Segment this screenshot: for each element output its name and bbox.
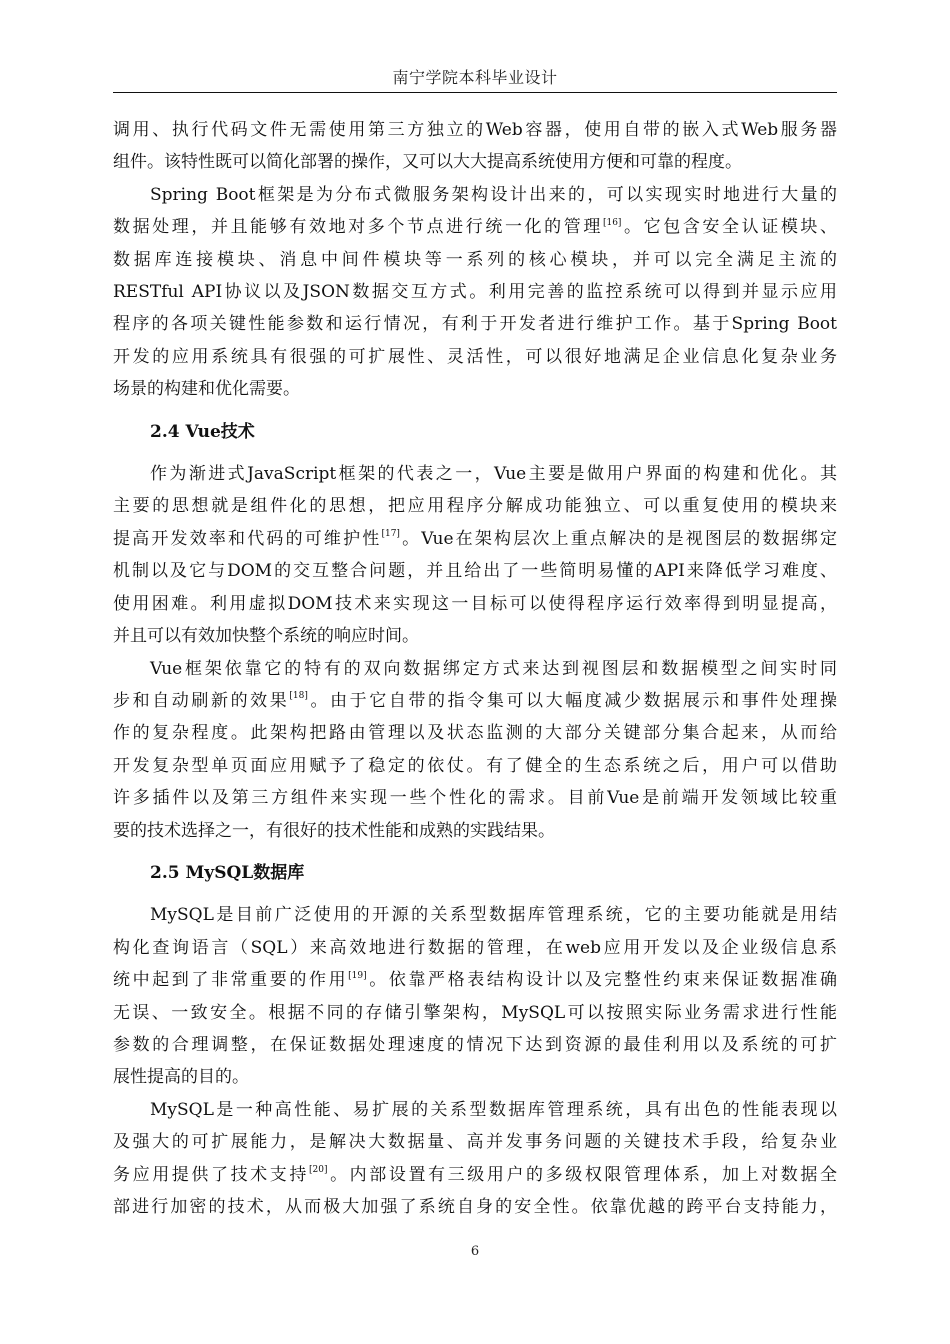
header-rule (113, 92, 837, 93)
section-heading-vue: 2.4 Vue技术 (150, 421, 255, 442)
section-heading-mysql: 2.5 MySQL数据库 (150, 862, 305, 883)
paragraph-mysql-intro (113, 899, 837, 1093)
text-line: 场景的构建和优化需要。 (113, 379, 300, 400)
text-line: 构化查询语言（SQL）来高效地进行数据的管理，在web应用开发以及企业级信息系 (113, 937, 837, 958)
text-line: 数据库连接模块、消息中间件模块等一系列的核心模块，并可以完全满足主流的 (113, 249, 837, 270)
text-line: 统中起到了非常重要的作用[19]。依靠严格表结构设计以及完整性约束来保证数据准确 (113, 970, 837, 991)
text-line: 展性提高的目的。 (113, 1067, 249, 1088)
running-header: 南宁学院本科毕业设计 (392, 68, 558, 87)
text-line: 组件。该特性既可以简化部署的操作，又可以大大提高系统使用方便和可靠的程度。 (113, 152, 742, 173)
paragraph-vue-intro (113, 458, 837, 652)
paragraph-mysql-performance (113, 1094, 837, 1224)
text-line: MySQL是一种高性能、易扩展的关系型数据库管理系统，具有出色的性能表现以 (150, 1099, 837, 1120)
text-line: 调用、执行代码文件无需使用第三方独立的Web容器，使用自带的嵌入式Web服务器 (113, 120, 837, 140)
paragraph-web-container (113, 114, 837, 179)
text-line: 程序的各项关键性能参数和运行情况，有利于开发者进行维护工作。基于Spring Boot (113, 314, 837, 335)
text-line: 数据处理，并且能够有效地对多个节点进行统一化的管理[16]。它包含安全认证模块、 (113, 217, 838, 238)
text-line: Spring Boot框架是为分布式微服务架构设计出来的，可以实现实时地进行大量的 (150, 184, 837, 205)
text-line: 及强大的可扩展能力，是解决大数据量、高并发事务问题的关键技术手段，给复杂业 (113, 1132, 837, 1153)
text-line: 部进行加密的技术，从而极大加强了系统自身的安全性。依靠优越的跨平台支持能力， (113, 1197, 837, 1217)
text-line: 开发的应用系统具有很强的可扩展性、灵活性，可以很好地满足企业信息化复杂业务 (113, 346, 837, 367)
citation-18: [18] (289, 691, 308, 702)
paragraph-vue-binding (113, 653, 837, 847)
text-line: Vue框架依靠它的特有的双向数据绑定方式来达到视图层和数据模型之间实时同 (150, 658, 837, 679)
text-line: 作为渐进式JavaScript框架的代表之一，Vue主要是做用户界面的构建和优化。其 (150, 464, 837, 485)
citation-20: [20] (308, 1164, 328, 1175)
text-line: 提高开发效率和代码的可维护性[17]。Vue在架构层次上重点解决的是视图层的数据绑定 (113, 528, 838, 549)
text-line: 要的技术选择之一，有很好的技术性能和成熟的实践结果。 (113, 820, 555, 841)
text-line: 机制以及它与DOM的交互整合问题，并且给出了一些简明易懂的API来降低学习难度、 (113, 561, 837, 582)
text-line: 并且可以有效加快整个系统的响应时间。 (113, 626, 419, 647)
text-line: 务应用提供了技术支持[20]。内部设置有三级用户的多级权限管理体系，加上对数据全 (113, 1164, 838, 1185)
text-line: 步和自动刷新的效果[18]。由于它自带的指令集可以大幅度减少数据展示和事件处理操 (113, 690, 838, 711)
text-line: 使用困难。利用虚拟DOM技术来实现这一目标可以使得程序运行效率得到明显提高， (113, 593, 837, 614)
text-line: 无误、一致安全。根据不同的存储引擎架构，MySQL可以按照实际业务需求进行性能 (113, 1002, 837, 1023)
citation-19: [19] (348, 970, 367, 981)
page-number: 6 (470, 1244, 480, 1259)
paragraph-spring-boot (113, 179, 837, 406)
citation-17: [17] (381, 529, 400, 540)
text-line: 许多插件以及第三方组件来实现一些个性化的需求。目前Vue是前端开发领域比较重 (113, 788, 837, 809)
text-line: 开发复杂型单页面应用赋予了稳定的依仗。有了健全的生态系统之后，用户可以借助 (113, 755, 837, 776)
citation-16: [16] (602, 217, 622, 228)
text-line: 主要的思想就是组件化的思想，把应用程序分解成功能独立、可以重复使用的模块来 (113, 496, 837, 517)
text-line: MySQL是目前广泛使用的开源的关系型数据库管理系统，它的主要功能就是用结 (150, 905, 837, 926)
text-line: RESTful API协议以及JSON数据交互方式。利用完善的监控系统可以得到并显示应用 (113, 282, 837, 303)
text-line: 作的复杂程度。此架构把路由管理以及状态监测的大部分关键部分集合起来，从而给 (113, 723, 837, 744)
document-body (113, 114, 837, 1223)
text-line: 参数的合理调整，在保证数据处理速度的情况下达到资源的最佳利用以及系统的可扩 (113, 1034, 837, 1055)
